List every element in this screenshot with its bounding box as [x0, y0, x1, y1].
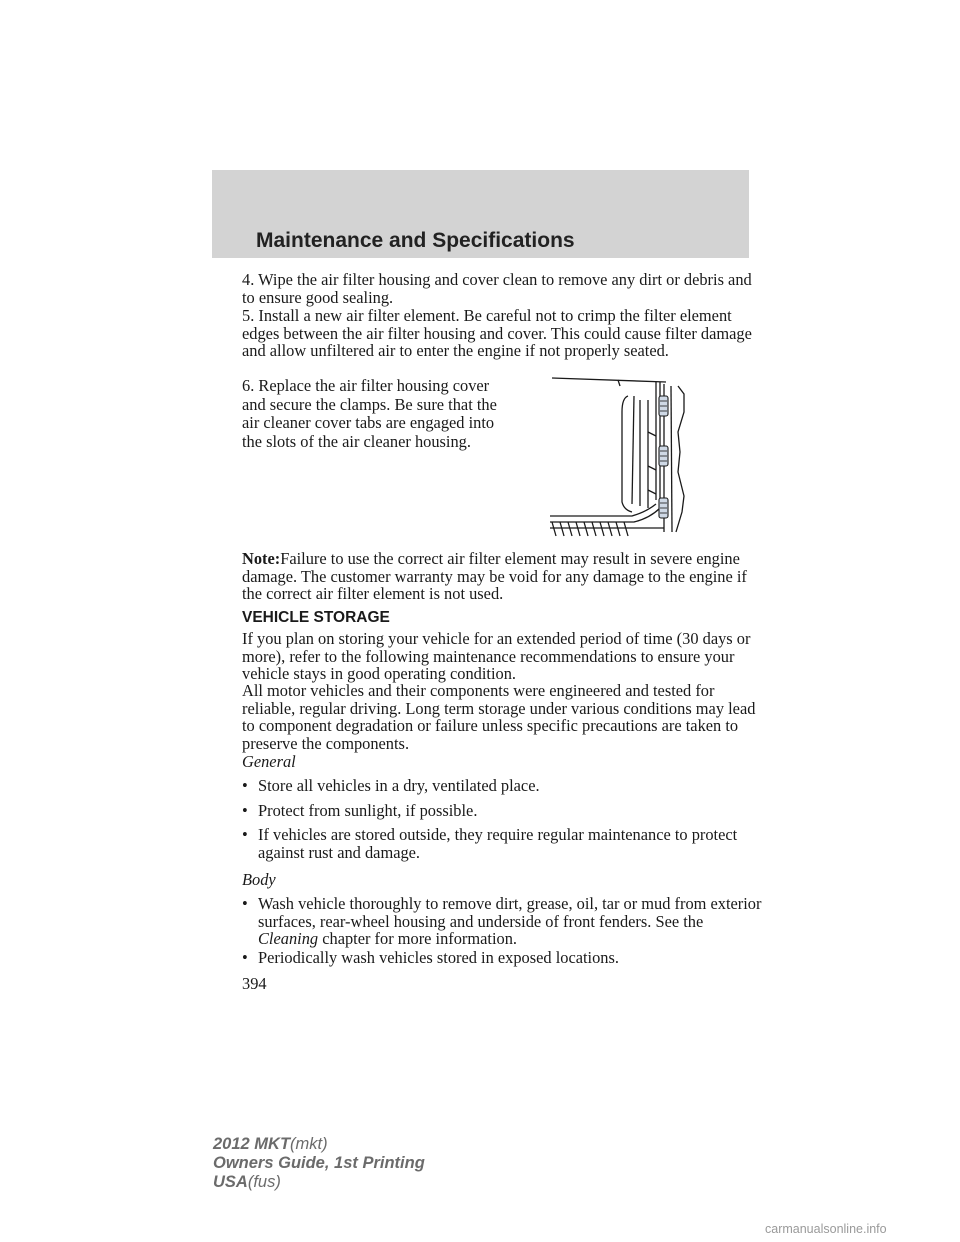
note-paragraph: [242, 550, 762, 603]
footer-guide-line: Owners Guide, 1st Printing: [213, 1154, 425, 1172]
body-subheading: Body: [242, 870, 276, 889]
step-6-paragraph: 6. Replace the air filter housing cover and secure the clamps. Be sure that the air cleaner cover tabs are engaged into the slots of the air cleaner housing.: [242, 376, 497, 451]
storage-paragraph-2: All motor vehicles and their components were engineered and tested for reliable, regular driving. Long term storage under various conditions may lead to component degradation or failure unless specific precautions are taken to preserve the components.: [242, 681, 756, 753]
section-title: Maintenance and Specifications: [256, 229, 575, 252]
cleaning-chapter-reference: Cleaning: [258, 929, 319, 948]
list-item: • Protect from sunlight, if possible.: [242, 801, 478, 820]
list-item: • Store all vehicles in a dry, ventilated place.: [242, 776, 540, 795]
footer-region-line: USA(fus): [213, 1173, 281, 1191]
vehicle-storage-heading: VEHICLE STORAGE: [242, 609, 390, 626]
storage-intro-paragraph: If you plan on storing your vehicle for an extended period of time (30 days or more), refer to the following maintenance recommendations to ensure your vehicle stays in good operating condition.: [242, 629, 751, 683]
list-item: • If vehicles are stored outside, they require regular maintenance to protect against rust and damage.: [242, 825, 738, 862]
step-5-paragraph: 5. Install a new air filter element. Be careful not to crimp the filter element edges between the air filter housing and cover. This could cause filter damage and allow unfiltered air to enter the engine if not properly seated.: [242, 306, 752, 360]
list-item: • Periodically wash vehicles stored in exposed locations.: [242, 948, 619, 967]
note-label: Note:: [242, 549, 281, 568]
footer-model-line: 2012 MKT(mkt): [213, 1135, 328, 1153]
air-filter-housing-illustration: [548, 372, 688, 538]
list-item: • Wash vehicle thoroughly to remove dirt, grease, oil, tar or mud from exterior surfaces, rear-wheel housing and underside of front fenders. See the Cleaning chapter for more information.: [242, 894, 762, 948]
note-text: Failure to use the correct air filter element may result in severe engine damage. The customer warranty may be void for any damage to the engine if the correct air filter element is not used.: [242, 549, 747, 603]
page-number: 394: [242, 974, 267, 993]
watermark: carmanualsonline.info: [765, 1222, 887, 1236]
step-4-paragraph: 4. Wipe the air filter housing and cover clean to remove any dirt or debris and to ensure good sealing.: [242, 270, 752, 307]
general-subheading: General: [242, 752, 296, 771]
